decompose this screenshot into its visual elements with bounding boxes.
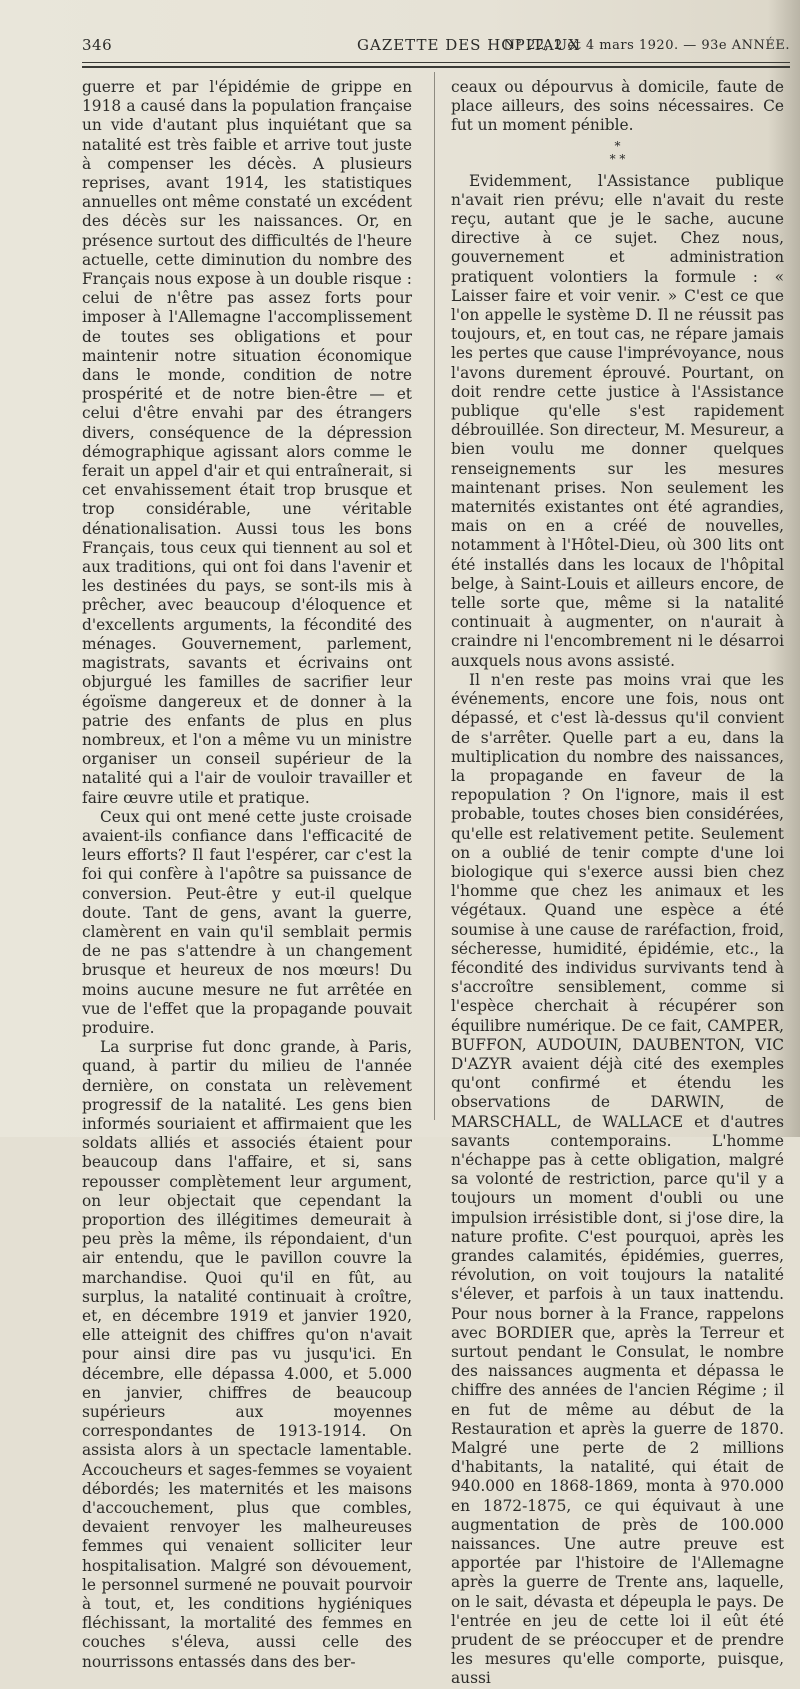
article-paragraph: ceaux ou dépourvus à domicile, faute de place ailleurs, des soins nécessaires. Ce fut un moment pénible. — [451, 78, 784, 135]
page-header — [82, 30, 790, 60]
header-rule-thin — [82, 62, 790, 63]
separator-star-top: * — [614, 138, 621, 153]
article-paragraph: Il n'en reste pas moins vrai que les événements, encore une fois, nous ont dépassé, et c'est là-dessus qu'il convient de s'arrêter. Quelle part a eu, dans la multiplication du nombre des naissances, la propagande en faveur de la repopulation ? On l'ignore, mais il est probable, toutes choses bien considérées, qu'elle est relativement petite. Seulement on a oublié de tenir compte d'une loi biologique qui s'exerce aussi bien chez l'homme que chez les animaux et les végétaux. Quand une espèce a été soumise à une cause de raréfaction, froid, sécheresse, humidité, épidémie, etc., la fécondité des individus survivants tend à s'accroître sensiblement, comme si l'espèce cherchait à récupérer son équilibre numérique. De ce fait, CAMPER, BUFFON, AUDOUIN, DAUBENTON, VIC D'AZYR avaient déjà cité des exemples qu'ont confirmé et étendu les observations de DARWIN, de MARSCHALL, de WALLACE et d'autres savants contemporains. L'homme n'échappe pas à cette obligation, malgré sa volonté de restriction, parce qu'il y a toujours un moment d'oubli ou une impulsion irrésistible dont, si j'ose dire, la nature profite. C'est pourquoi, après les grandes calamités, épidémies, guerres, révolution, on voit toujours la natalité s'élever, et parfois à un taux inattendu. Pour nous borner à la France, rappelons avec BORDIER que, après la Terreur et surtout pendant le Consulat, le nombre des naissances augmenta et dépassa le chiffre des années de l'ancien Régime ; il en fut de même au début de la Restauration et après la guerre de 1870. Malgré une perte de 2 millions d'habitants, la natalité, qui était de 940.000 en 1868-1869, monta à 970.000 en 1872-1875, ce qui équivaut à une augmentation de près de 100.000 naissances. Une autre preuve est apportée par l'histoire de l'Allemagne après la guerre de Trente ans, laquelle, on le sait, dévasta et dépeupla le pays. De l'entrée en jeu de cette loi il eût été prudent de se préoccuper et de prendre les mesures qu'elle comporte, puisque, aussi — [451, 670, 784, 1688]
article-paragraph: La surprise fut donc grande, à Paris, quand, à partir du milieu de l'année dernière, on constata un relèvement progressif de la natalité. Les gens bien informés souriaient et affirmaient que les soldats alliés et associés étaient pour beaucoup dans l'affaire, et si, sans repousser complètement leur argument, on leur objectait que cependant la proportion des illégitimes demeurait à peu près la même, ils répondaient, d'un air entendu, que le pavillon couvre la marchandise. Quoi qu'il en fût, au surplus, la natalité continuait à croître, et, en décembre 1919 et janvier 1920, elle atteignit des chiffres qu'on n'avait pour ainsi dire pas vu jusqu'ici. En décembre, elle dépassa 4.000, et 5.000 en janvier, chiffres de beaucoup supérieurs aux moyennes correspondantes de 1913-1914. On assista alors à un spectacle lamentable. Accoucheurs et sages-femmes se voyaient débordés; les maternités et les maisons d'accouchement, plus que combles, devaient renvoyer les malheureuses femmes qui venaient solliciter leur hospitalisation. Malgré son dévouement, le personnel surmené ne pouvait pourvoir à tout, et, les conditions hygiéniques fléchissant, la mortalité des femmes en couches s'éleva, aussi celle des nourrissons entassés dans des ber- — [82, 1038, 412, 1671]
section-separator — [451, 140, 784, 166]
journal-title: GAZETTE DES HOPITAUX — [357, 36, 580, 54]
header-rule-thick — [82, 66, 790, 68]
right-column — [451, 78, 784, 1689]
left-column — [82, 78, 412, 1672]
article-paragraph: guerre et par l'épidémie de grippe en 1918 a causé dans la population française un vide d'autant plus inquiétant que sa natalité est très faible et arrive tout juste à compenser les décès. A plusieurs reprises, avant 1914, les statistiques annuelles ont même constaté un excédent des décès sur les naissances. Or, en présence surtout des difficultés de l'heure actuelle, cette diminution du nombre des Français nous expose à un double risque : celui de n'être pas assez forts pour imposer à l'Allemagne l'accomplissement de toutes ses obligations et pour maintenir notre situation économique dans le monde, condition de notre prospérité et de notre bien-être — et celui d'être envahi par des étrangers divers, conséquence de la dépression démographique agissant alors comme le ferait un appel d'air et qui entraînerait, si cet envahissement était trop brusque et trop considérable, une véritable dénationalisation. Aussi tous les bons Français, tous ceux qui tiennent au sol et aux traditions, qui ont foi dans l'avenir et les destinées du pays, se sont-ils mis à prêcher, avec beaucoup d'éloquence et d'excellents arguments, la fécondité des ménages. Gouvernement, parlement, magistrats, savants et écrivains ont objurgué les familles de sacrifier leur égoïsme dangereux et de donner à la patrie des enfants de plus en plus nombreux, et l'on a même vu un ministre organiser un conseil supérieur de la natalité qui a l'air de vouloir travailler et faire œuvre utile et pratique. — [82, 78, 412, 807]
column-divider — [434, 72, 435, 1120]
separator-stars-bottom: * * — [609, 151, 626, 166]
issue-info: N° 22, 2 et 4 mars 1920. — 93e ANNÉE. — [503, 38, 790, 53]
article-paragraph: Ceux qui ont mené cette juste croisade avaient-ils confiance dans l'efficacité de leurs efforts? Il faut l'espérer, car c'est la foi qui confère à l'apôtre sa puissance de conversion. Peut-être y eut-il quelque doute. Tant de gens, avant la guerre, clamèrent en vain qu'il semblait permis de ne pas s'attendre à un changement brusque et heureux de nos mœurs! Du moins aucune mesure ne fut arrêtée en vue de l'effet que la propagande pouvait produire. — [82, 807, 412, 1037]
page-number: 346 — [82, 36, 113, 54]
article-paragraph: Evidemment, l'Assistance publique n'avait rien prévu; elle n'avait du reste reçu, autant que je le sache, aucune directive à ce sujet. Chez nous, gouvernement et administration pratiquent volontiers la formule : « Laisser faire et voir venir. » C'est ce que l'on appelle le système D. Il ne réussit pas toujours, et, en tout cas, ne répare jamais les pertes que cause l'imprévoyance, nous l'avons durement éprouvé. Pourtant, on doit rendre cette justice à l'Assistance publique qu'elle s'est rapidement débrouillée. Son directeur, M. Mesureur, a bien voulu me donner quelques renseignements sur les mesures maintenant prises. Non seulement les maternités existantes ont été agrandies, mais on en a créé de nouvelles, notamment à l'Hôtel-Dieu, où 300 lits ont été installés dans les locaux de l'hôpital belge, à Saint-Louis et ailleurs encore, de telle sorte que, même si la natalité continuait à augmenter, on n'aurait à craindre ni l'encombrement ni le désarroi auxquels nous avons assisté. — [451, 171, 784, 670]
